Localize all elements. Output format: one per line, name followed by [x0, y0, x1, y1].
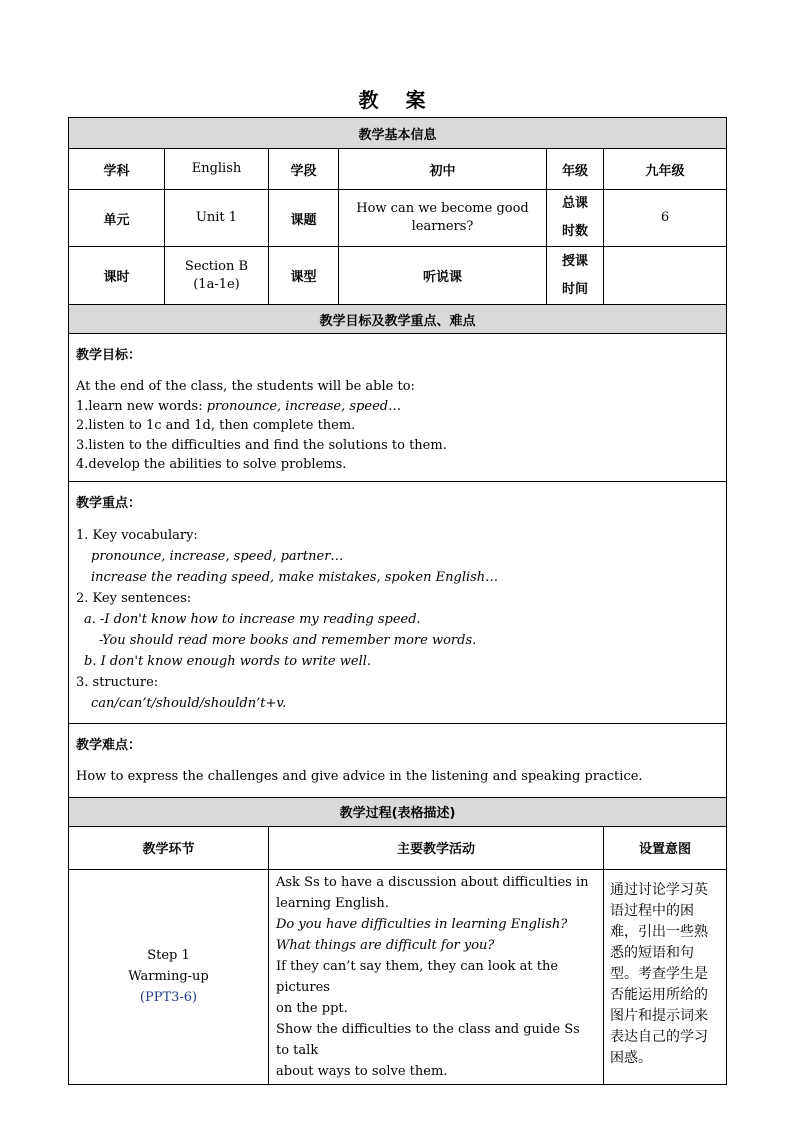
step1-name: Step 1 — [147, 948, 190, 963]
step1-question-2: What things are difficult for you? — [276, 937, 495, 953]
step1-question-1: Do you have difficulties in learning English? — [276, 916, 568, 932]
key-sentence-a: a. -I don't know how to increase my reading speed. — [84, 611, 421, 627]
stage-value: 初中 — [339, 149, 547, 190]
page-title: 教 案 — [358, 88, 436, 112]
stage-label: 学段 — [269, 149, 339, 190]
total-hours-label-line2: 时数 — [561, 224, 588, 239]
type-value: 听说课 — [339, 247, 547, 305]
key-points-section — [69, 481, 727, 723]
key-vocab-words: pronounce, increase, speed, partner… — [91, 548, 344, 564]
basic-info-header: 教学基本信息 — [69, 118, 727, 149]
topic-label: 课题 — [269, 190, 339, 247]
grade-value: 九年级 — [604, 149, 727, 190]
objectives-title: 教学目标： — [76, 348, 142, 363]
step1-activity-line: Show the difficulties to the class and guide Ss to talk — [276, 1021, 580, 1058]
step1-intent: 通过讨论学习英语过程中的困难，引出一些熟悉的短语和句型。考查学生是否能运用所给的图片和提示词来表达自己的学习困惑。 — [604, 869, 727, 1084]
lesson-plan-table — [68, 117, 727, 1085]
col-intent-header: 设置意图 — [604, 826, 727, 869]
process-header: 教学过程(表格描述) — [69, 797, 727, 826]
type-label: 课型 — [269, 247, 339, 305]
step1-activity-line: learning English. — [276, 895, 389, 911]
step1-ppt-ref: (PPT3-6) — [139, 990, 198, 1005]
key-vocab-phrases: increase the reading speed, make mistakes, spoken English… — [91, 569, 499, 585]
objective-item-1 — [76, 397, 719, 417]
time-value — [604, 247, 727, 305]
objective-item-4: 4.develop the abilities to solve problems. — [76, 457, 347, 472]
objective-item-3: 3.listen to the difficulties and find the solutions to them. — [76, 437, 447, 453]
objective-item-1-prefix: 1.learn new words: — [76, 398, 207, 414]
step1-stage-cell — [69, 869, 269, 1084]
key-vocab-label: 1. Key vocabulary: — [76, 527, 198, 543]
objectives-header: 教学目标及教学重点、难点 — [69, 305, 727, 334]
structure-text: can/can’t/should/shouldn’t+v. — [91, 695, 287, 711]
time-label-line2: 时间 — [561, 281, 588, 297]
subject-label: 学科 — [69, 149, 165, 190]
key-sentence-b: b. I don't know enough words to write well. — [84, 653, 372, 669]
col-activity-header: 主要教学活动 — [269, 826, 604, 869]
grade-label: 年级 — [547, 149, 604, 190]
difficulty-text: How to express the challenges and give advice in the listening and speaking practice. — [76, 768, 643, 784]
step1-activity-line: If they can’t say them, they can look at the pictures — [276, 958, 559, 995]
lesson-value-line2: (1a-1e) — [193, 276, 240, 292]
key-points-title: 教学重点： — [76, 495, 142, 511]
total-hours-label-line1: 总课 — [561, 196, 588, 211]
lesson-value — [165, 247, 269, 305]
time-label-line1: 授课 — [561, 253, 588, 269]
step1-activity-line: on the ppt. — [276, 1000, 348, 1016]
lesson-label: 课时 — [69, 247, 165, 305]
difficulty-section — [69, 723, 727, 797]
objectives-intro: At the end of the class, the students will be able to: — [76, 379, 415, 394]
step1-activity-line: about ways to solve them. — [276, 1063, 448, 1079]
key-sentence-a-answer: -You should read more books and remember more words. — [99, 632, 477, 648]
total-hours-value: 6 — [604, 190, 727, 247]
topic-value: How can we become good learners? — [339, 190, 547, 247]
total-hours-label — [547, 190, 604, 247]
difficulty-title: 教学难点： — [76, 737, 142, 753]
objective-item-2: 2.listen to 1c and 1d, then complete them. — [76, 418, 356, 433]
time-label — [547, 247, 604, 305]
structure-label: 3. structure: — [76, 674, 159, 690]
step1-phase: Warming-up — [128, 969, 209, 984]
unit-label: 单元 — [69, 190, 165, 247]
unit-value: Unit 1 — [165, 190, 269, 247]
objective-item-1-words: pronounce, increase, speed… — [206, 398, 402, 414]
step1-activity-cell — [269, 869, 604, 1084]
lesson-value-line1: Section B — [184, 258, 249, 274]
subject-value: English — [165, 149, 269, 190]
col-stage-header: 教学环节 — [69, 826, 269, 869]
step1-activity-line: Ask Ss to have a discussion about difficulties in — [276, 874, 589, 890]
objectives-section — [69, 334, 727, 482]
key-sentences-label: 2. Key sentences: — [76, 590, 192, 606]
